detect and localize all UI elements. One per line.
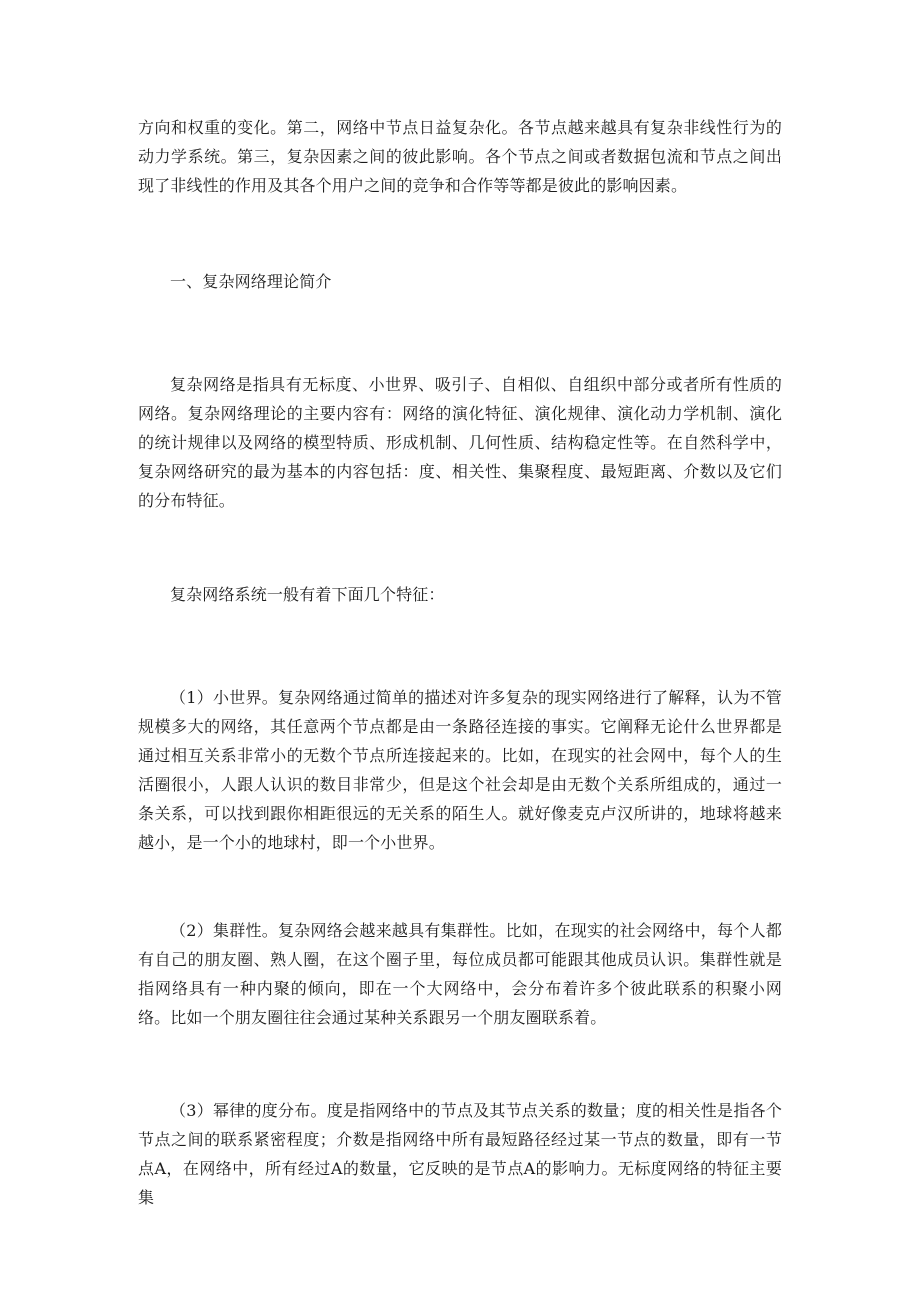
section-heading: 一、复杂网络理论简介	[170, 272, 332, 291]
paragraph-intro-continuation: 方向和权重的变化。第二，网络中节点日益复杂化。各节点越来越具有复杂非线性行为的动力学系统。第三，复杂因素之间的彼此影响。各个节点之间或者数据包流和节点之间出现了非线性的作用及其各个用户之间的竞争和合作等等都是彼此的影响因素。	[138, 118, 782, 195]
paragraph-power-law: （3）幂律的度分布。度是指网络中的节点及其节点关系的数量；度的相关性是指各个节点之间的联系紧密程度；介数是指网络中所有最短路径经过某一节点的数量，即有一节点A，在网络中，所有经过A的数量，它反映的是节点A的影响力。无标度网络的特征主要集	[138, 1101, 782, 1207]
paragraph-small-world: （1）小世界。复杂网络通过简单的描述对许多复杂的现实网络进行了解释，认为不管规模多大的网络，其任意两个节点都是由一条路径连接的事实。它阐释无论什么世界都是通过相互关系非常小的无数个节点所连接起来的。比如，在现实的社会网中，每个人的生活圈很小，人跟人认识的数目非常少，但是这个社会却是由无数个关系所组成的，通过一条关系，可以找到跟你相距很远的无关系的陌生人。就好像麦克卢汉所讲的，地球将越来越小，是一个小的地球村，即一个小世界。	[138, 688, 782, 852]
paragraph-definition: 复杂网络是指具有无标度、小世界、吸引子、自相似、自组织中部分或者所有性质的网络。复杂网络理论的主要内容有：网络的演化特征、演化规律、演化动力学机制、演化的统计规律以及网络的模型特质、形成机制、几何性质、结构稳定性等。在自然科学中，复杂网络研究的最为基本的内容包括：度、相关性、集聚程度、最短距离、介数以及它们的分布特征。	[138, 375, 782, 510]
paragraph-clustering: （2）集群性。复杂网络会越来越具有集群性。比如，在现实的社会网络中，每个人都有自己的朋友圈、熟人圈，在这个圈子里，每位成员都可能跟其他成员认识。集群性就是指网络具有一种内聚的倾向，即在一个大网络中，会分布着许多个彼此联系的积聚小网络。比如一个朋友圈往往会通过某种关系跟另一个朋友圈联系着。	[138, 921, 782, 1027]
paragraph-features-intro: 复杂网络系统一般有着下面几个特征：	[170, 585, 445, 604]
